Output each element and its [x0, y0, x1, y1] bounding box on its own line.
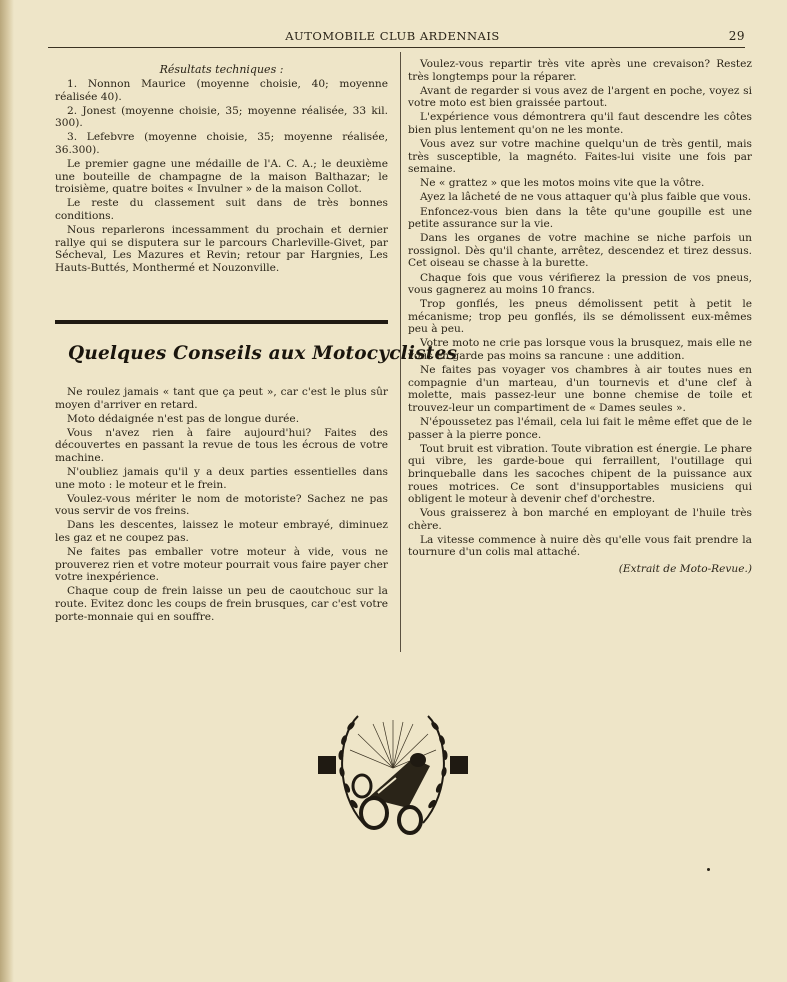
- credit-suffix: .): [744, 563, 752, 576]
- motorcar-laurel-emblem: [318, 698, 468, 848]
- source-credit: [408, 563, 752, 576]
- paragraph: Trop gonflés, les pneus démolissent petit à petit le mécanisme; trop peu gonflés, ils se démolissent eux-mêmes peu à peu.: [408, 298, 752, 336]
- header-rule: [48, 47, 745, 48]
- credit-source: Moto-Revue: [679, 563, 745, 576]
- paragraph: Chaque coup de frein laisse un peu de caoutchouc sur la route. Evitez donc les coups de frein brusques, car c'est votre porte-monnaie qui en souffre.: [55, 585, 388, 623]
- paragraph: 3. Lefebvre (moyenne choisie, 35; moyenne réalisée, 36.300).: [55, 131, 388, 157]
- running-header: [40, 29, 745, 47]
- results-subheading: Résultats techniques :: [159, 63, 284, 76]
- page-binding: [0, 0, 14, 982]
- paragraph: Vous graisserez à bon marché en employant de l'huile très chère.: [408, 507, 752, 532]
- paragraph: Tout bruit est vibration. Toute vibration est énergie. Le phare qui vibre, les garde-boue qui ferraillent, l'outillage qui brinqueballe dans les sacoches chipent de la puissance aux roues motrices. Ce sont d'insupportables musiciens qui obligent le moteur à devenir chef d'orchestre.: [408, 442, 752, 506]
- paragraph: L'expérience vous démontrera qu'il faut descendre les côtes bien plus lentement qu'on ne les monte.: [408, 111, 752, 136]
- ink-speck: [707, 868, 710, 871]
- paragraph: Avant de regarder si vous avez de l'argent en poche, voyez si votre moto est bien graissée partout.: [408, 84, 752, 110]
- paragraph: Voulez-vous mériter le nom de motoriste? Sachez ne pas vous servir de vos freins.: [55, 492, 388, 518]
- paragraph: Enfoncez-vous bien dans la tête qu'une goupille est une petite assurance sur la vie.: [408, 205, 752, 231]
- section-divider-bar: [55, 320, 388, 324]
- emblem-left-block: [318, 756, 336, 774]
- paragraph: Vous avez sur votre machine quelqu'un de très gentil, mais très susceptible, la magnéto. Faites-lui visite une fois par semaine.: [408, 138, 752, 176]
- paragraph: Dans les descentes, laissez le moteur embrayé, diminuez les gaz et ne coupez pas.: [55, 519, 388, 545]
- paragraph: Le reste du classement suit dans de très bonnes conditions.: [55, 197, 388, 223]
- paragraph: Ne roulez jamais « tant que ça peut », car c'est le plus sûr moyen d'arriver en retard.: [55, 386, 388, 411]
- right-column: [408, 58, 752, 577]
- paragraph: Ayez la lâcheté de ne vous attaquer qu'à plus faible que vous.: [420, 191, 752, 204]
- left-column-bottom: [55, 386, 388, 625]
- credit-prefix: (Extrait de: [618, 563, 680, 576]
- left-column-top: [55, 64, 388, 276]
- paragraph: Le premier gagne une médaille de l'A. C. A.; le deuxième une bouteille de champagne de la maison Balthazar; le troisième, quatre boites « Invulner » de la maison Collot.: [55, 158, 388, 196]
- paragraph: 1. Nonnon Maurice (moyenne choisie, 40; moyenne réalisée 40).: [55, 78, 388, 103]
- paragraph: 2. Jonest (moyenne choisie, 35; moyenne réalisée, 33 kil. 300).: [55, 104, 388, 130]
- paragraph: Vous n'avez rien à faire aujourd'hui? Faites des découvertes en passant la revue de tous les écrous de votre machine.: [55, 426, 388, 464]
- paragraph: Nous reparlerons incessamment du prochain et dernier rallye qui se disputera sur le parcours Charleville-Givet, par Sécheval, Les Mazures et Revin; retour par Hargnies, Les Hauts-Buttés, Monthermé et Nouzonville.: [55, 224, 388, 274]
- paragraph: Chaque fois que vous vérifierez la pression de vos pneus, vous gagnerez au moins 10 francs.: [408, 271, 752, 297]
- paragraph: N'oubliez jamais qu'il y a deux parties essentielles dans une moto : le moteur et le frein.: [55, 466, 388, 491]
- header-title: AUTOMOBILE CLUB ARDENNAIS: [285, 29, 500, 43]
- paragraph: Dans les organes de votre machine se niche parfois un rossignol. Dès qu'il chante, arrêtez, descendez et tirez dessus. Cet oiseau se chasse à la burette.: [408, 232, 752, 270]
- paragraph: La vitesse commence à nuire dès qu'elle vous fait prendre la tournure d'un colis mal attaché.: [408, 533, 752, 559]
- paragraph: Ne faites pas voyager vos chambres à air toutes nues en compagnie d'un marteau, d'un tournevis et d'une clef à molette, mais passez-leur une bonne chemise de toile et trouvez-leur un compartiment de « Dames seules ».: [408, 364, 752, 414]
- section-title: Quelques Conseils aux Motocyclistes: [68, 343, 458, 364]
- paragraph: Voulez-vous repartir très vite après une crevaison? Restez très longtemps pour la réparer.: [408, 58, 752, 83]
- paragraph: Ne « grattez » que les motos moins vite que la vôtre.: [420, 177, 705, 190]
- paragraph: Votre moto ne crie pas lorsque vous la brusquez, mais elle ne vous en garde pas moins sa rancune : une addition.: [408, 337, 752, 363]
- paragraph: Moto dédaignée n'est pas de longue durée.: [67, 412, 300, 425]
- paragraph: Ne faites pas emballer votre moteur à vide, vous ne prouverez rien et votre moteur pourrait vous faire payer cher votre inexpérience.: [55, 546, 388, 584]
- paragraph: N'époussetez pas l'émail, cela lui fait le même effet que de le passer à la pierre ponce.: [408, 416, 752, 441]
- page-number: 29: [728, 29, 745, 43]
- emblem-right-block: [450, 756, 468, 774]
